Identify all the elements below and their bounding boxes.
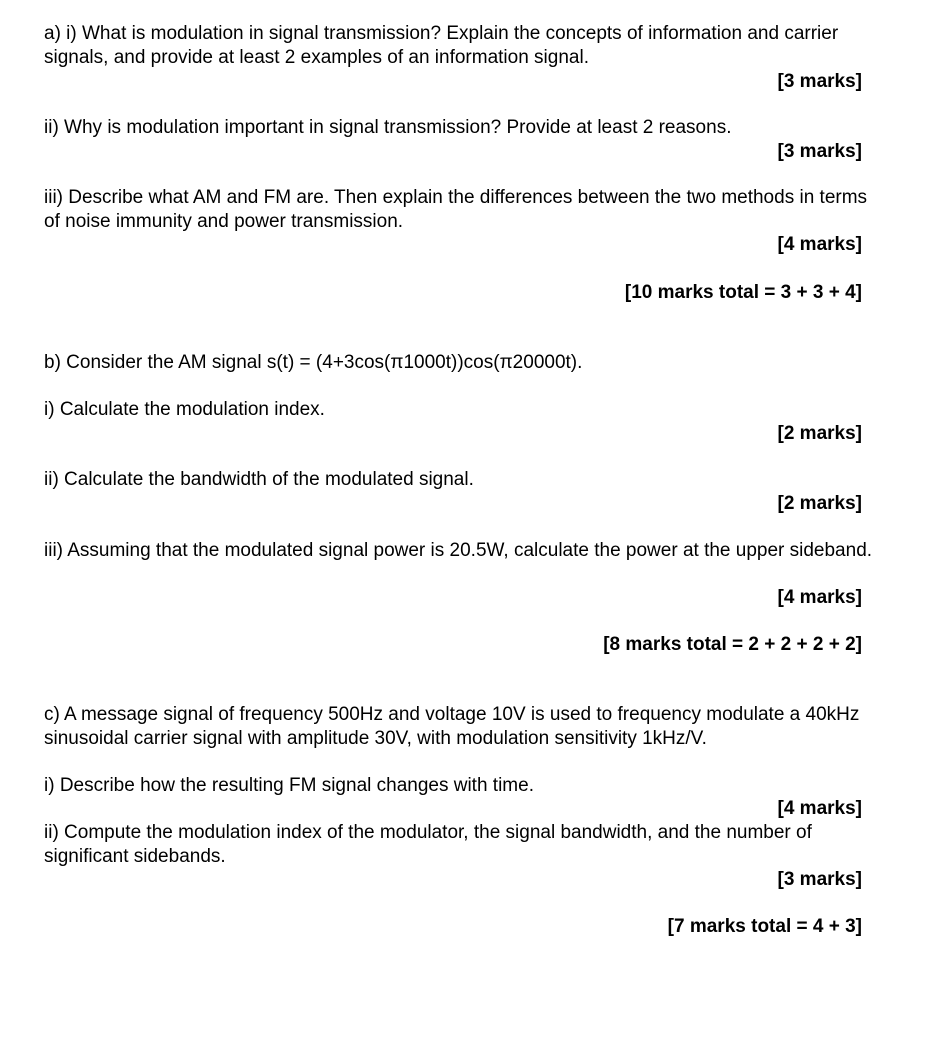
question-a-ii-marks: [3 marks] [777,141,862,162]
question-b-i-marks: [2 marks] [777,423,862,444]
question-b-ii-text: ii) Calculate the bandwidth of the modulated signal. [44,469,474,490]
section-c-total-marks: [7 marks total = 4 + 3] [667,916,862,937]
question-b-ii-marks: [2 marks] [777,493,862,514]
question-a-ii-text: ii) Why is modulation important in signal transmission? Provide at least 2 reasons. [44,117,732,138]
question-b-iii-marks: [4 marks] [777,587,862,608]
question-a-iii-marks: [4 marks] [777,234,862,255]
question-c-ii-marks: [3 marks] [777,869,862,890]
question-c-i-marks: [4 marks] [777,798,862,819]
section-b-intro: b) Consider the AM signal s(t) = (4+3cos(π1000t))cos(π20000t). [44,352,583,373]
section-b-total-marks: [8 marks total = 2 + 2 + 2 + 2] [603,634,862,655]
question-c-i-text: i) Describe how the resulting FM signal changes with time. [44,775,534,796]
question-b-i-text: i) Calculate the modulation index. [44,399,325,420]
section-a-total-marks: [10 marks total = 3 + 3 + 4] [624,282,862,303]
question-a-iii-text: iii) Describe what AM and FM are. Then explain the differences between the two methods in terms of noise immunity and power transmission. [44,187,868,232]
section-c-intro: c) A message signal of frequency 500Hz and voltage 10V is used to frequency modulate a 40kHz sinusoidal carrier signal with amplitude 30V, with modulation sensitivity 1kHz/V. [44,704,860,749]
question-a-i-text: a) i) What is modulation in signal transmission? Explain the concepts of information and carrier signals, and provide at least 2 examples of an information signal. [44,23,839,68]
question-a-i-marks: [3 marks] [777,71,862,92]
question-b-iii-text: iii) Assuming that the modulated signal power is 20.5W, calculate the power at the upper sideband. [44,540,873,561]
question-c-ii-text: ii) Compute the modulation index of the modulator, the signal bandwidth, and the number of significant sidebands. [44,822,812,867]
